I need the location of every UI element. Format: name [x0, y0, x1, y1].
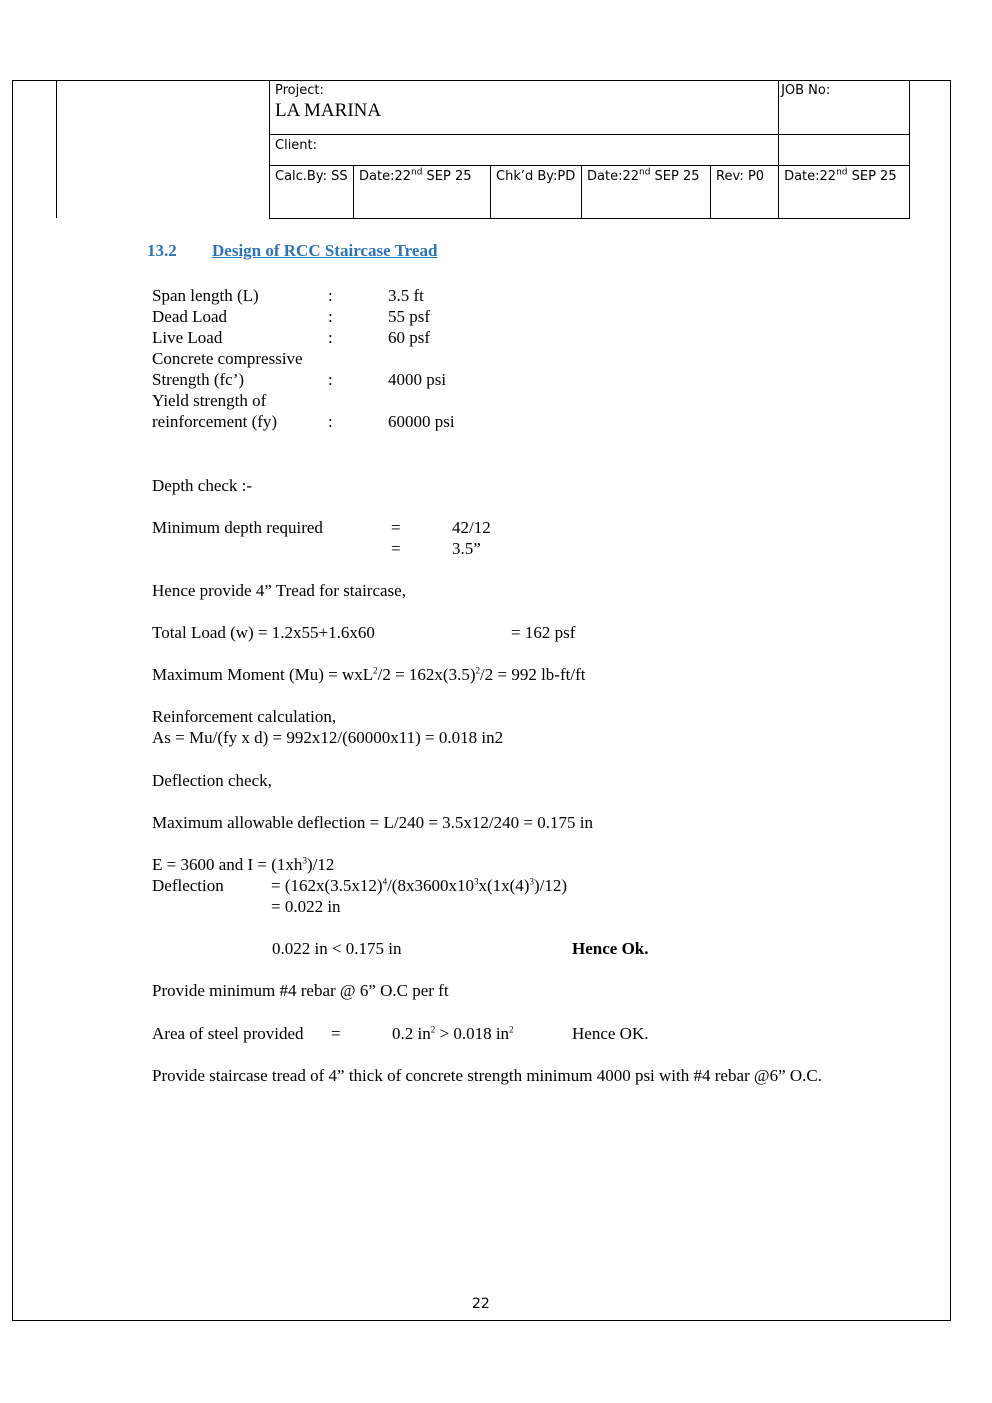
- input-value: 55 psf: [388, 307, 431, 326]
- input-sep: :: [328, 412, 333, 431]
- min-rebar: Provide minimum #4 rebar @ 6” O.C per ft: [152, 981, 449, 1000]
- input-sep: :: [328, 328, 333, 347]
- date3-post: SEP 25: [847, 169, 897, 184]
- deflection-compare: 0.022 in < 0.175 in: [272, 939, 402, 958]
- chkd-by: Chk’d By:PD: [496, 169, 576, 184]
- title-block-table: [269, 80, 910, 219]
- deflection-label: Deflection: [152, 876, 224, 895]
- input-label: Concrete compressive: [152, 349, 303, 368]
- page-border: [12, 80, 951, 1321]
- date3-cell: [779, 166, 910, 219]
- area-value: 0.2 $in^2 > 0.018$ $in^2$: [392, 1024, 514, 1043]
- min-depth-eq2: =: [391, 539, 401, 558]
- area-label: Area of steel provided: [152, 1024, 304, 1043]
- allowable-deflection: Maximum allowable deflection = L/240 = 3.5x12/240 = 0.175 in: [152, 813, 593, 832]
- as-formula: As = Mu/(fy x d) = 992x12/(60000x11) = 0.018 in2: [152, 728, 504, 747]
- e-and-i: E = 3600 and $I = (1xh^3)/12$: [152, 855, 335, 874]
- client-blank-cell: [779, 135, 910, 166]
- input-value: 60 psf: [388, 328, 431, 347]
- input-value: 4000 psi: [388, 370, 447, 389]
- area-eq: =: [331, 1024, 341, 1043]
- input-sep: :: [328, 307, 333, 326]
- min-depth-val: 42/12: [452, 518, 491, 537]
- rev-cell: [711, 166, 779, 219]
- job-label: JOB No:: [781, 83, 831, 98]
- date1-cell: [354, 166, 491, 219]
- date1-post: SEP 25: [422, 169, 472, 184]
- rev: Rev: P0: [716, 169, 765, 184]
- deflection-verdict: Hence Ok.: [572, 939, 649, 958]
- calc-by-cell: [270, 166, 354, 219]
- logo-area: [56, 80, 270, 218]
- calc-by: Calc.By: SS: [275, 169, 348, 184]
- input-label: Dead Load: [152, 307, 228, 326]
- depth-heading: Depth check :-: [152, 476, 253, 495]
- input-label: Live Load: [152, 328, 223, 347]
- min-depth-val2: 3.5”: [452, 539, 481, 558]
- client-cell: [270, 135, 779, 166]
- date3-pre: Date:22: [784, 169, 837, 184]
- deflection-heading: Deflection check,: [152, 771, 272, 790]
- date2-cell: [582, 166, 711, 219]
- date2-pre: Date:22: [587, 169, 639, 184]
- page-number: 22: [472, 1296, 490, 1312]
- section-number: 13.2: [147, 241, 177, 260]
- date1-sup: nd: [411, 167, 423, 178]
- deflection-result: = 0.022 in: [271, 897, 341, 916]
- input-sep: :: [328, 370, 333, 389]
- area-verdict: Hence OK.: [572, 1024, 649, 1043]
- conclusion: Provide staircase tread of 4” thick of concrete strength minimum 4000 psi with #4 rebar @6” O.C.: [152, 1066, 822, 1085]
- total-load-value: = 162 psf: [511, 623, 576, 642]
- chkd-by-cell: [491, 166, 582, 219]
- date2-sup: nd: [639, 167, 651, 178]
- input-label: Yield strength of: [152, 391, 267, 410]
- project-label: Project:: [275, 83, 324, 98]
- date1-pre: Date:22: [359, 169, 411, 184]
- section-title: Design of RCC Staircase Tread: [212, 241, 438, 260]
- input-label: reinforcement (fy): [152, 412, 278, 431]
- input-value: 60000 psi: [388, 412, 455, 431]
- max-moment: Maximum Moment $(Mu) = wxL^2/2 = 162x(3.5)^2/2 = 992$ lb-ft/ft: [152, 665, 586, 684]
- input-label: Strength (fc’): [152, 370, 245, 389]
- project-name: LA MARINA: [275, 100, 382, 121]
- input-label: Span length (L): [152, 286, 259, 305]
- min-depth-label: Minimum depth required: [152, 518, 323, 537]
- project-cell: [270, 81, 779, 135]
- date2-post: SEP 25: [650, 169, 700, 184]
- date3-sup: nd: [836, 167, 848, 178]
- job-cell: [779, 81, 910, 135]
- input-sep: :: [328, 286, 333, 305]
- total-load-label: Total Load (w) = 1.2x55+1.6x60: [152, 623, 375, 642]
- input-value: 3.5 ft: [388, 286, 424, 305]
- deflection-formula: = ($162x(3.5x12)^4/(8x3600x10^3x(1x(4)^3)/12)$: [271, 876, 567, 895]
- client-label: Client:: [275, 138, 318, 153]
- min-depth-eq: =: [391, 518, 401, 537]
- reinforcement-heading: Reinforcement calculation,: [152, 707, 337, 726]
- tread-provide: Hence provide 4” Tread for staircase,: [152, 581, 406, 600]
